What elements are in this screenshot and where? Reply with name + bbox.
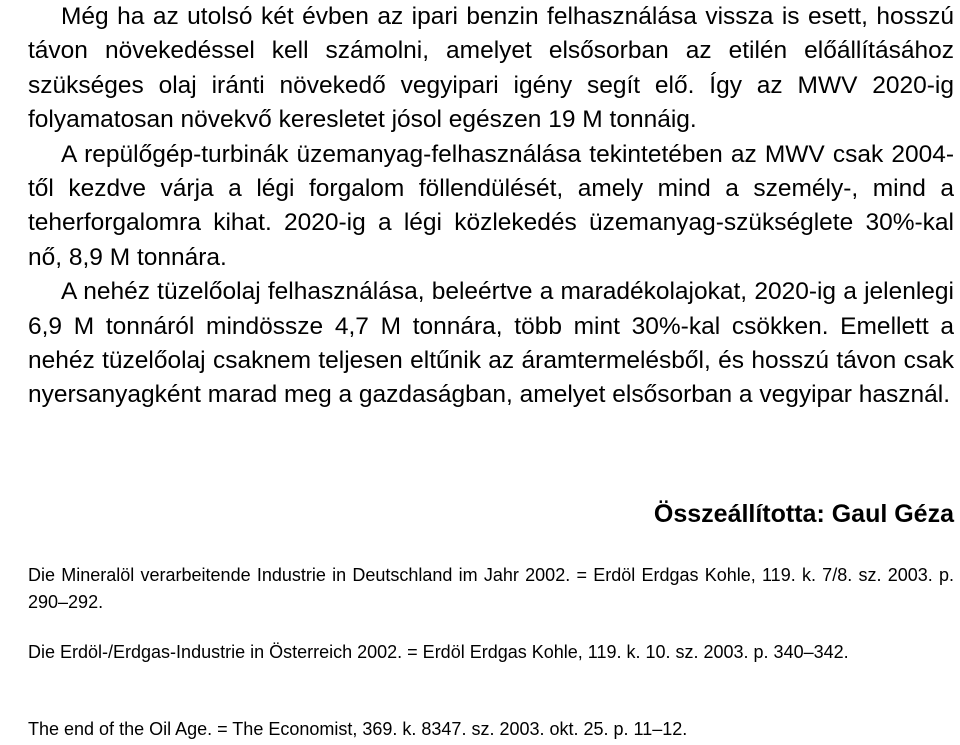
reference-item: Die Mineralöl verarbeitende Industrie in Deutschland im Jahr 2002. = Erdöl Erdgas Kohle, 119. k. 7/8. sz. 2003. p. 290–292.	[28, 565, 954, 612]
article-body	[28, 0, 954, 413]
author-signature: Összeállította: Gaul Géza	[653, 500, 954, 528]
paragraph-heavy-fuel-oil: A nehéz tüzelőolaj felhasználása, beleértve a maradékolajokat, 2020-ig a jelenlegi 6,9 M tonnáról mindössze 4,7 M tonnára, több mint 30%-kal csökken. Emellett a nehéz tüzelőolaj csaknem teljesen eltűnik az áramtermelésből, és hosszú távon csak nyersanyagként marad meg a gazdaságban, amelyet elsősorban a vegyipar használ.	[28, 278, 954, 409]
paragraph-naphtha: Még ha az utolsó két évben az ipari benzin felhasználása vissza is esett, hosszú távon növekedéssel kell számolni, amelyet elsősorban az etilén előállításához szükséges olaj iránti növekedő vegyipari igény segít elő. Így az MWV 2020-ig folyamatosan növekvő keresletet jósol egészen 19 M tonnáig.	[28, 3, 954, 134]
reference-item: The end of the Oil Age. = The Economist, 369. k. 8347. sz. 2003. okt. 25. p. 11–12.	[28, 719, 688, 739]
reference-item: Die Erdöl-/Erdgas-Industrie in Österreich 2002. = Erdöl Erdgas Kohle, 119. k. 10. sz. 2003. p. 340–342.	[28, 642, 849, 662]
paragraph-jet-fuel: A repülőgép-turbinák üzemanyag-felhasználása tekintetében az MWV csak 2004-től kezdve várja a légi forgalom föllendülését, amely mind a személy-, mind a teherforgalomra kihat. 2020-ig a légi közlekedés üzemanyag-szükséglete 30%-kal nő, 8,9 M tonnára.	[28, 140, 954, 271]
